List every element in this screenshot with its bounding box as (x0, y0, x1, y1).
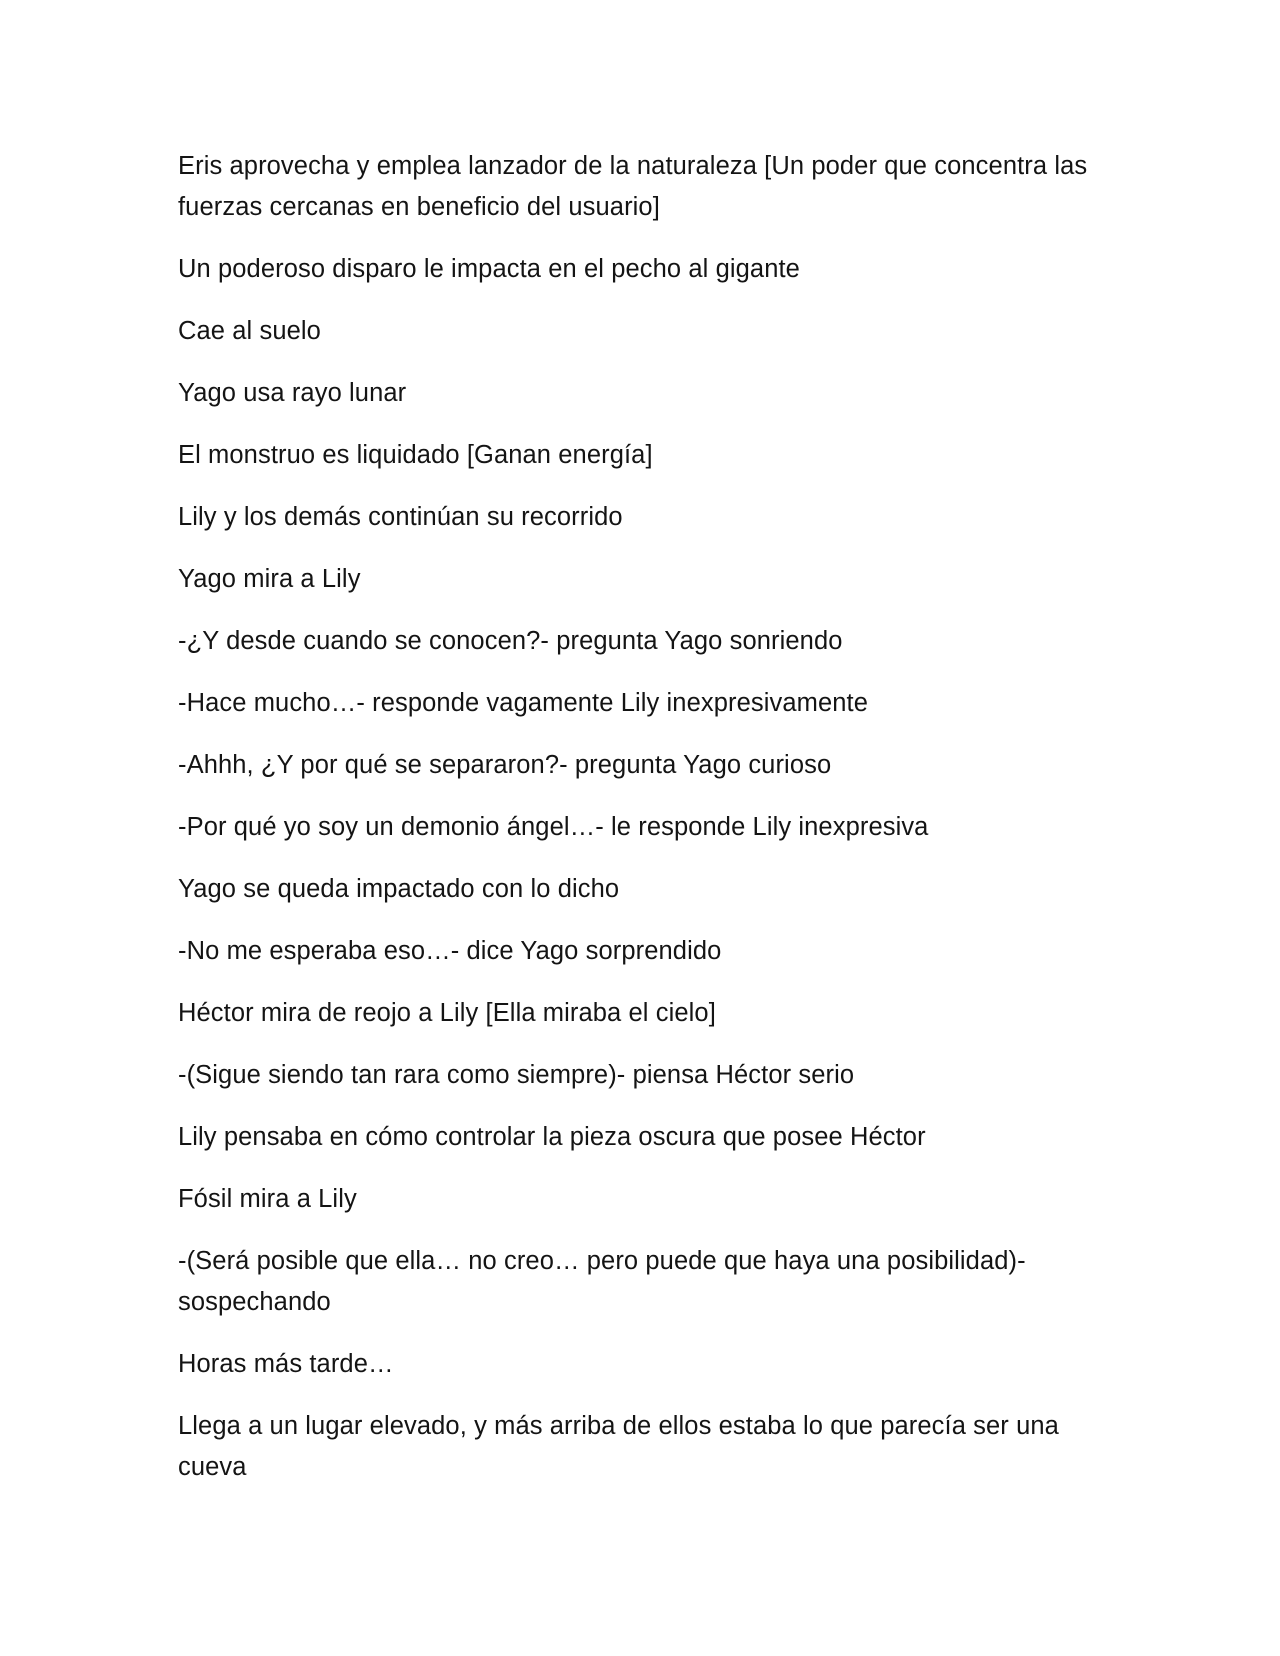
paragraph: Horas más tarde… (178, 1350, 394, 1378)
paragraph: Yago usa rayo lunar (178, 379, 407, 407)
paragraph: Lily pensaba en cómo controlar la pieza oscura que posee Héctor (178, 1123, 926, 1151)
paragraph: -(Será posible que ella… no creo… pero puede que haya una posibilidad)- sospechando (178, 1247, 1026, 1316)
paragraph: Héctor mira de reojo a Lily [Ella miraba el cielo] (178, 999, 716, 1027)
paragraph: Yago mira a Lily (178, 565, 361, 593)
paragraph: Fósil mira a Lily (178, 1185, 357, 1213)
document-body (178, 146, 1098, 1509)
paragraph: El monstruo es liquidado [Ganan energía] (178, 441, 653, 469)
paragraph: Llega a un lugar elevado, y más arriba de ellos estaba lo que parecía ser una cueva (178, 1412, 1059, 1481)
paragraph: Un poderoso disparo le impacta en el pecho al gigante (178, 255, 800, 283)
paragraph: Yago se queda impactado con lo dicho (178, 875, 620, 903)
paragraph: -¿Y desde cuando se conocen?- pregunta Yago sonriendo (178, 627, 843, 655)
paragraph: -(Sigue siendo tan rara como siempre)- piensa Héctor serio (178, 1061, 855, 1089)
paragraph: -Hace mucho…- responde vagamente Lily inexpresivamente (178, 689, 868, 717)
paragraph: Cae al suelo (178, 317, 321, 345)
paragraph: -No me esperaba eso…- dice Yago sorprendido (178, 937, 722, 965)
paragraph: -Por qué yo soy un demonio ángel…- le responde Lily inexpresiva (178, 813, 929, 841)
paragraph: Lily y los demás continúan su recorrido (178, 503, 623, 531)
paragraph: Eris aprovecha y emplea lanzador de la naturaleza [Un poder que concentra las fuerzas cercanas en beneficio del usuario] (178, 152, 1088, 221)
paragraph: -Ahhh, ¿Y por qué se separaron?- pregunta Yago curioso (178, 751, 832, 779)
